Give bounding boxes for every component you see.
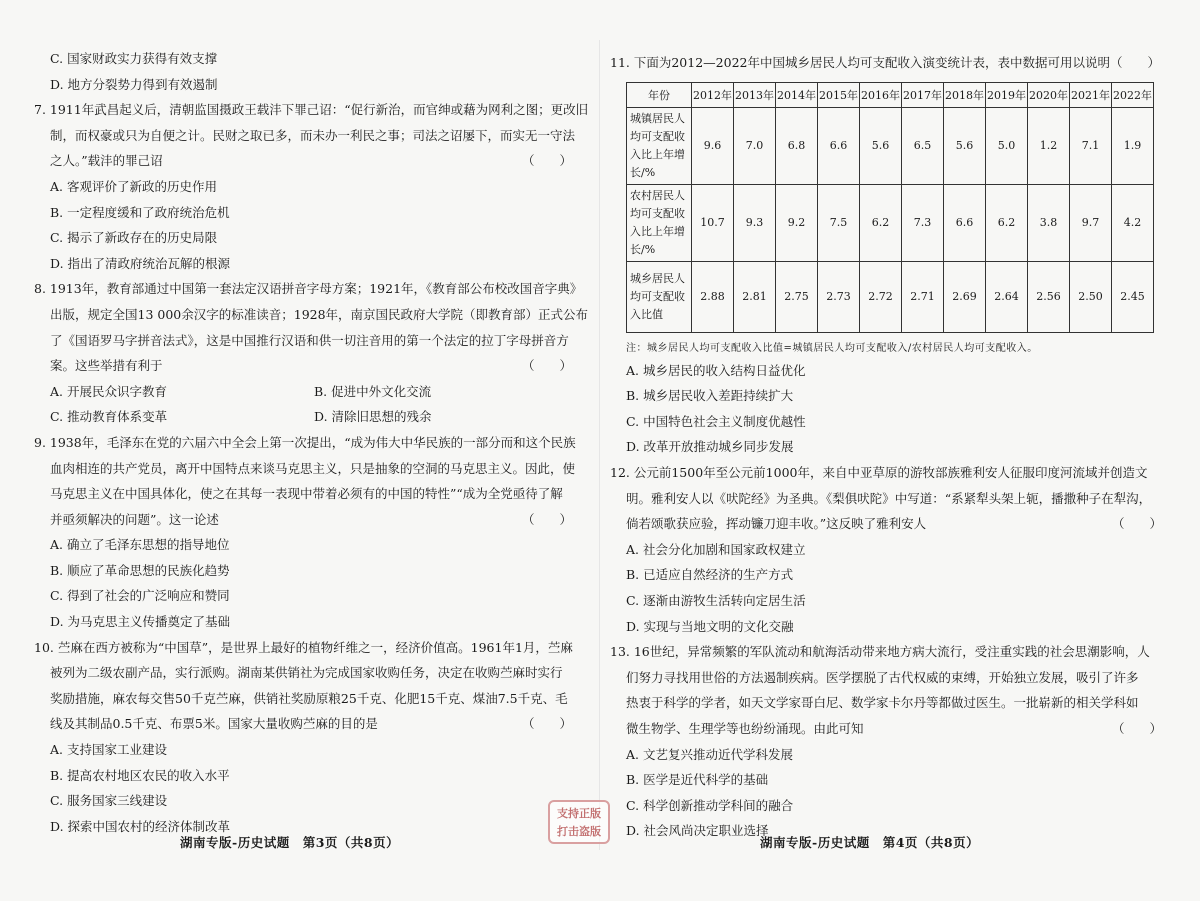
q10-stem-line [34, 711, 580, 737]
q12-option-a: A. 社会分化加剧和国家政权建立 [626, 541, 806, 557]
table-cell: 1.2 [1028, 107, 1070, 184]
q10-stem-end: 线及其制品0.5千克、布票5米。国家大量收购苎麻的目的是 [50, 716, 378, 732]
table-cell: 7.3 [902, 184, 944, 261]
q12-stem-line [610, 511, 1170, 537]
q10-option-b: B. 提高农村地区农民的收入水平 [50, 767, 230, 783]
q6-option-d: D. 地方分裂势力得到有效遏制 [50, 76, 218, 92]
table-row-label: 城镇居民人均可支配收入比上年增长/% [627, 107, 692, 184]
q6-option-c: C. 国家财政实力获得有效支撑 [50, 51, 218, 66]
q11-option-d: D. 改革开放推动城乡同步发展 [626, 439, 794, 455]
table-cell: 5.6 [860, 107, 902, 184]
q8-options-row [34, 404, 580, 430]
page-footer-right: 湖南专版-历史试题 第4页（共8页） [760, 835, 980, 850]
question-13 [610, 639, 1170, 844]
table-cell: 2.75 [776, 261, 818, 332]
q10-stem-line: 10. 苎麻在西方被称为“中国草”，是世界上最好的植物纤维之一，经济价值高。1961年1月，苎麻 [34, 639, 573, 655]
q8-stem-end: 案。这些举措有利于 [50, 358, 163, 374]
table-header-cell: 2016年 [860, 82, 902, 107]
q12-option-c: C. 逐渐由游牧生活转向定居生活 [626, 592, 806, 608]
table-header-cell: 2014年 [776, 82, 818, 107]
q7-stem-line: 制，而权豪或只为自便之计。民财之取已多，而未办一利民之事；司法之诏屡下，而实无一守法 [50, 127, 576, 143]
table-header-cell: 年份 [627, 82, 692, 107]
table-cell: 2.88 [692, 261, 734, 332]
table-cell: 2.64 [986, 261, 1028, 332]
q7-option-c: C. 揭示了新政存在的历史局限 [50, 230, 218, 246]
q11-option-b: B. 城乡居民收入差距持续扩大 [626, 388, 794, 404]
table-cell: 2.69 [944, 261, 986, 332]
q9-option-a: A. 确立了毛泽东思想的指导地位 [50, 537, 230, 553]
table-cell: 2.50 [1070, 261, 1112, 332]
q13-stem-line: 们努力寻找用世俗的方法遏制疾病。医学摆脱了古代权威的束缚，开始独立发展，吸引了许多 [626, 669, 1139, 685]
table-cell: 1.9 [1112, 107, 1154, 184]
table-cell: 9.2 [776, 184, 818, 261]
question-11 [610, 50, 1170, 460]
q7-option-d: D. 指出了清政府统治瓦解的根源 [50, 255, 231, 271]
q13-stem-line: 13. 16世纪，异常频繁的军队流动和航海活动带来地方病大流行，受注重实践的社会思潮影响，人 [610, 644, 1150, 660]
table-cell: 2.71 [902, 261, 944, 332]
table-header-cell: 2012年 [692, 82, 734, 107]
q13-stem-line: 热衷于科学的学者，如天文学家哥白尼、数学家卡尔丹等都做过医生。一批崭新的相关学科如 [626, 695, 1139, 711]
q12-answer-bracket: （ ） [1111, 516, 1162, 532]
table-header-cell: 2021年 [1070, 82, 1112, 107]
q10-option-d: D. 探索中国农村的经济体制改革 [50, 818, 231, 834]
table-header-cell: 2018年 [944, 82, 986, 107]
question-10 [34, 635, 580, 840]
table-row [627, 107, 1154, 184]
q9-stem-line: 血肉相连的共产党员，离开中国特点来谈马克思主义，只是抽象的空洞的马克思主义。因此，使 [50, 460, 576, 476]
question-7 [34, 97, 589, 276]
q7-answer-bracket: （ ） [521, 153, 572, 169]
q12-stem-line: 12. 公元前1500年至公元前1000年，来自中亚草原的游牧部族雅利安人征服印度河流域并创造文 [610, 464, 1148, 480]
q8-answer-bracket: （ ） [521, 358, 572, 374]
table-header-cell: 2020年 [1028, 82, 1070, 107]
q13-answer-bracket: （ ） [1111, 720, 1162, 736]
q11-option-c: C. 中国特色社会主义制度优越性 [626, 413, 806, 429]
question-9 [34, 430, 580, 635]
q8-option-d: D. 清除旧思想的残余 [314, 409, 432, 425]
table-header-cell: 2013年 [734, 82, 776, 107]
q8-stem-line: 了《国语罗马字拼音法式》，这是中国推行汉语和供一切注音用的第一个法定的拉丁字母拼音方 [50, 332, 569, 348]
q13-option-b: B. 医学是近代科学的基础 [626, 772, 769, 788]
q8-option-c: C. 推动教育体系变革 [50, 409, 168, 425]
q9-option-c: C. 得到了社会的广泛响应和赞同 [50, 588, 230, 604]
q12-stem-line: 明。雅利安人以《吠陀经》为圣典。《梨俱吠陀》中写道：“系紧犁头架上轭，播撒种子在犁沟， [626, 490, 1152, 506]
q8-options-row [34, 379, 580, 405]
income-table [626, 82, 1154, 333]
table-cell: 7.0 [734, 107, 776, 184]
table-cell: 9.6 [692, 107, 734, 184]
table-header-cell: 2017年 [902, 82, 944, 107]
q13-stem-end: 微生物学、生理学等也纷纷涌现。由此可知 [626, 720, 864, 736]
table-cell: 6.6 [818, 107, 860, 184]
table-cell: 6.2 [986, 184, 1028, 261]
q13-stem-line [610, 716, 1170, 742]
table-header-cell: 2019年 [986, 82, 1028, 107]
q8-stem-line: 8. 1913年，教育部通过中国第一套法定汉语拼音字母方案；1921年，《教育部公布校改国音字典》 [34, 281, 583, 297]
q13-option-d: D. 社会风尚决定职业选择 [626, 823, 769, 839]
table-cell: 9.3 [734, 184, 776, 261]
stamp-line: 支持正版 [557, 807, 601, 820]
q13-option-c: C. 科学创新推动学科间的融合 [626, 797, 794, 813]
table-cell: 7.5 [818, 184, 860, 261]
q9-stem-line: 马克思主义在中国具体化，使之在其每一表现中带着必须有的中国的特性”“成为全党亟待了解 [50, 486, 563, 502]
q11-stem: 11. 下面为2012—2022年中国城乡居民人均可支配收入演变统计表，表中数据可用以说明（ ） [610, 55, 1160, 70]
table-row [627, 184, 1154, 261]
right-page [600, 0, 1200, 901]
table-cell: 5.0 [986, 107, 1028, 184]
q9-stem-end: 并亟须解决的问题”。这一论述 [50, 511, 219, 527]
table-header-cell: 2022年 [1112, 82, 1154, 107]
q7-option-a: A. 客观评价了新政的历史作用 [50, 178, 217, 194]
q7-stem-end: 之人。”载沣的罪己诏 [50, 153, 163, 169]
table-row-label: 城乡居民人均可支配收入比值 [627, 261, 692, 332]
q7-option-b: B. 一定程度缓和了政府统治危机 [50, 204, 230, 220]
table-row-label: 农村居民人均可支配收入比上年增长/% [627, 184, 692, 261]
table-cell: 2.56 [1028, 261, 1070, 332]
question-8 [34, 276, 589, 430]
q8-stem-line [34, 353, 580, 379]
table-cell: 2.73 [818, 261, 860, 332]
table-cell: 6.8 [776, 107, 818, 184]
table-header-row [627, 82, 1154, 107]
q7-stem-line [34, 148, 580, 174]
question-12 [610, 460, 1170, 639]
q12-option-d: D. 实现与当地文明的文化交融 [626, 618, 794, 634]
q9-stem-line: 9. 1938年，毛泽东在党的六届六中全会上第一次提出，“成为伟大中华民族的一部分而和这个民族 [34, 434, 576, 450]
q8-option-b: B. 促进中外文化交流 [314, 383, 432, 399]
table-cell: 5.6 [944, 107, 986, 184]
anti-piracy-stamp [548, 800, 610, 844]
q13-option-a: A. 文艺复兴推动近代学科发展 [626, 746, 793, 762]
q10-stem-line: 被列为二级农副产品，实行派购。湖南某供销社为完成国家收购任务，决定在收购苎麻时实行 [50, 665, 563, 681]
q8-stem-line: 出版，规定全国13 000余汉字的标准读音；1928年，南京国民政府大学院（即教育部）正式公布 [50, 306, 589, 322]
q11-option-a: A. 城乡居民的收入结构日益优化 [626, 362, 806, 378]
table-note: 注：城乡居民人均可支配收入比值=城镇居民人均可支配收入/农村居民人均可支配收入。 [626, 342, 1038, 354]
q9-option-b: B. 顺应了革命思想的民族化趋势 [50, 562, 230, 578]
q9-option-d: D. 为马克思主义传播奠定了基础 [50, 614, 231, 630]
table-cell: 6.6 [944, 184, 986, 261]
q10-answer-bracket: （ ） [521, 716, 572, 732]
q8-option-a: A. 开展民众识字教育 [50, 383, 167, 399]
table-cell: 6.5 [902, 107, 944, 184]
q10-option-a: A. 支持国家工业建设 [50, 742, 167, 758]
q12-stem-end: 倘若颂歌获应验，挥动镰刀迎丰收。”这反映了雅利安人 [626, 516, 927, 532]
table-cell: 9.7 [1070, 184, 1112, 261]
q7-stem-line: 7. 1911年武昌起义后，清朝监国摄政王载沣下罪己诏：“促行新治，而官绅或藉为网利之图；更改旧 [34, 102, 589, 118]
table-cell: 3.8 [1028, 184, 1070, 261]
table-cell: 6.2 [860, 184, 902, 261]
table-header-cell: 2015年 [818, 82, 860, 107]
table-row [627, 261, 1154, 332]
stamp-line: 打击盗版 [557, 825, 601, 838]
q10-option-c: C. 服务国家三线建设 [50, 793, 168, 809]
q12-option-b: B. 已适应自然经济的生产方式 [626, 567, 794, 583]
q10-stem-line: 奖励措施，麻农每交售50千克苎麻，供销社奖励原粮25千克、化肥15千克、煤油7.5千克、毛 [50, 690, 568, 706]
table-cell: 2.72 [860, 261, 902, 332]
page-footer-left: 湖南专版-历史试题 第3页（共8页） [180, 835, 400, 850]
table-cell: 7.1 [1070, 107, 1112, 184]
q9-answer-bracket: （ ） [521, 511, 572, 527]
table-cell: 2.81 [734, 261, 776, 332]
table-cell: 2.45 [1112, 261, 1154, 332]
table-cell: 4.2 [1112, 184, 1154, 261]
q9-stem-line [34, 507, 580, 533]
table-cell: 10.7 [692, 184, 734, 261]
